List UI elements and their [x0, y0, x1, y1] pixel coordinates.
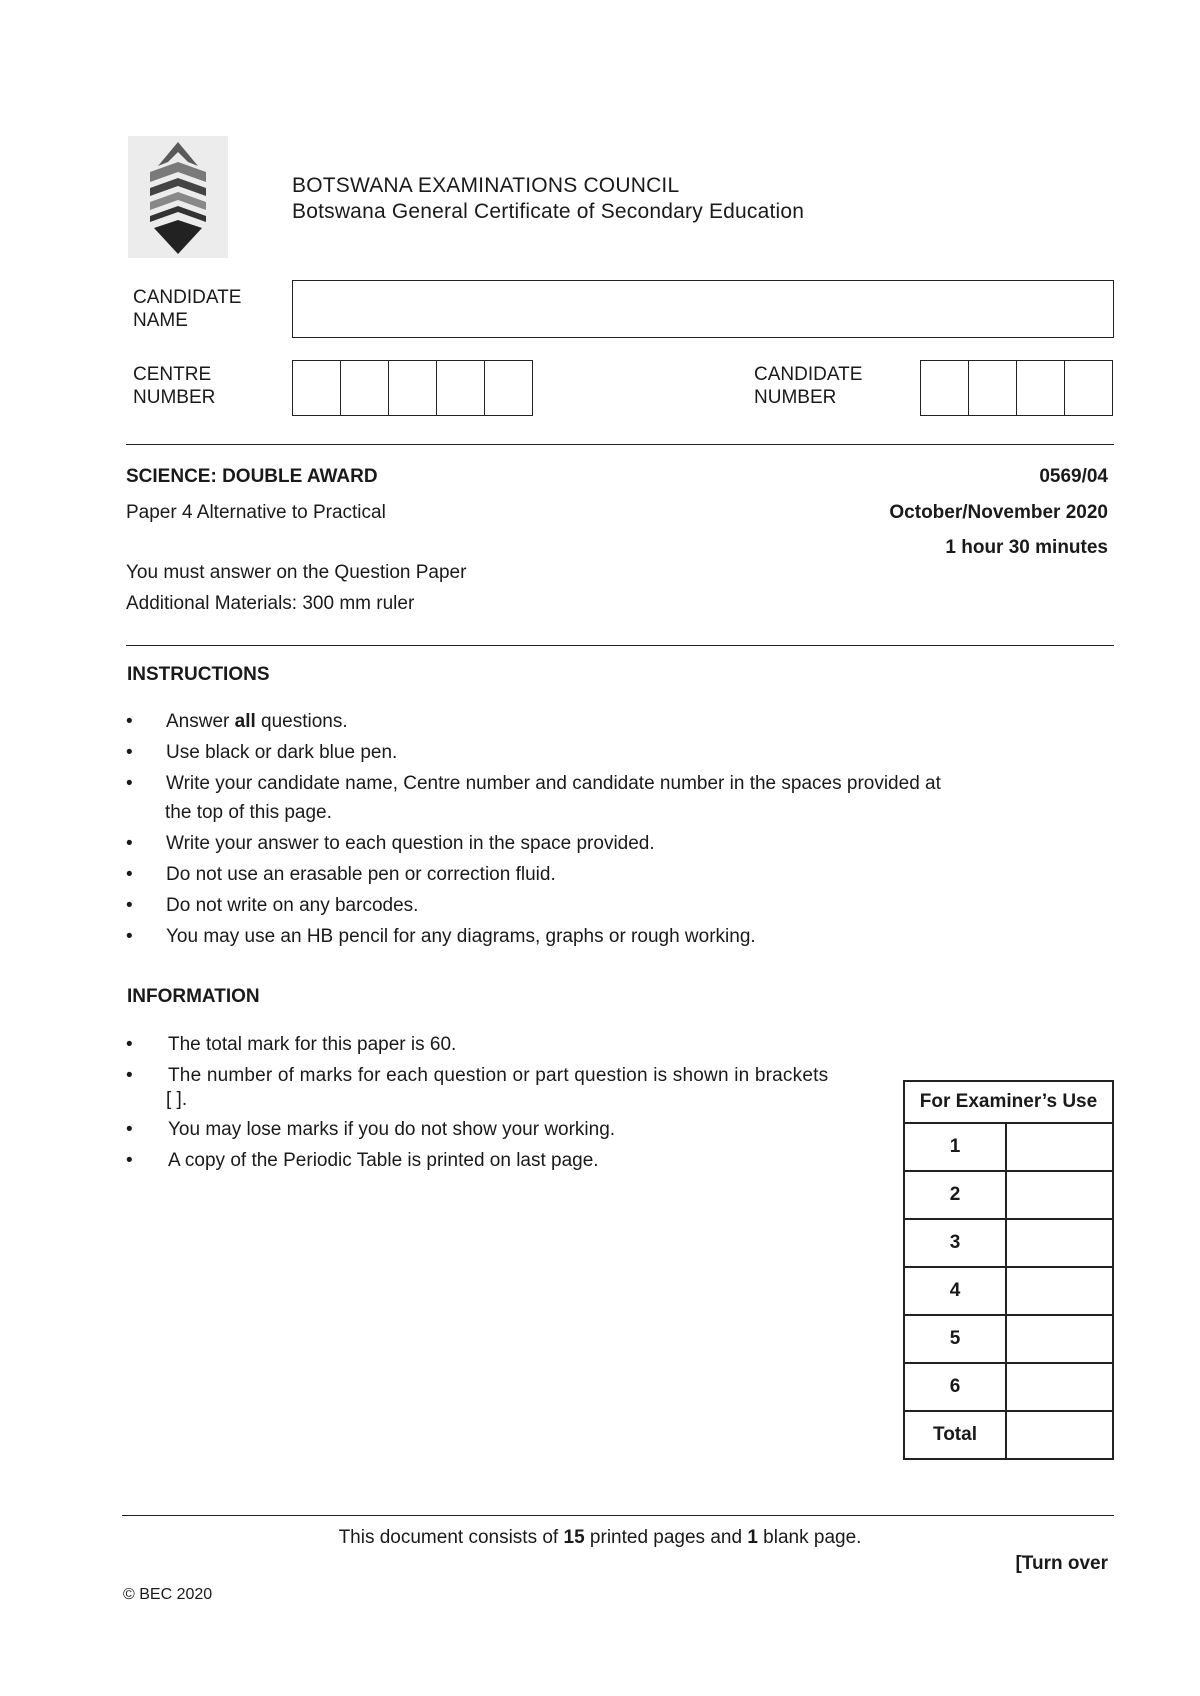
list-item: • The total mark for this paper is 60.	[126, 1034, 457, 1055]
instructions-list	[126, 711, 1026, 957]
page-count-note: This document consists of 15 printed pages and 1 blank page.	[338, 1527, 862, 1548]
question-number: 6	[904, 1363, 1006, 1411]
list-item: • You may use an HB pencil for any diagrams, graphs or rough working.	[126, 926, 756, 947]
information-list	[126, 1034, 886, 1181]
question-number: 3	[904, 1219, 1006, 1267]
exam-duration: 1 hour 30 minutes	[945, 537, 1108, 558]
mark-cell[interactable]	[1006, 1363, 1113, 1411]
information-heading: INFORMATION	[127, 986, 260, 1007]
question-number: 1	[904, 1123, 1006, 1171]
candidate-number-field[interactable]	[920, 360, 1113, 416]
turn-over: [Turn over	[1015, 1553, 1108, 1574]
examiner-table-header: For Examiner’s Use	[904, 1081, 1113, 1123]
table-row	[904, 1123, 1113, 1171]
certificate-name: Botswana General Certificate of Secondary Education	[292, 200, 805, 223]
additional-materials: Additional Materials: 300 mm ruler	[126, 593, 415, 614]
candidate-name-field[interactable]	[292, 280, 1114, 338]
answer-note: You must answer on the Question Paper	[126, 562, 467, 583]
footer-divider	[122, 1515, 1114, 1516]
divider	[126, 444, 1114, 445]
council-name: BOTSWANA EXAMINATIONS COUNCIL	[292, 174, 680, 197]
list-item: • Write your answer to each question in the space provided.	[126, 833, 655, 854]
question-number: 4	[904, 1267, 1006, 1315]
paper-title: Paper 4 Alternative to Practical	[126, 502, 386, 523]
list-item: • Write your candidate name, Centre number and candidate number in the spaces provided at the top of this page.	[126, 773, 941, 823]
exam-session: October/November 2020	[889, 502, 1108, 523]
list-item: • Answer all questions.	[126, 711, 348, 732]
list-item: • Use black or dark blue pen.	[126, 742, 398, 763]
table-row	[904, 1363, 1113, 1411]
copyright: © BEC 2020	[123, 1586, 213, 1603]
candidate-number-label: CANDIDATE NUMBER	[754, 364, 863, 408]
mark-cell[interactable]	[1006, 1267, 1113, 1315]
candidate-number-cell[interactable]	[969, 361, 1017, 415]
question-number: 2	[904, 1171, 1006, 1219]
divider	[126, 645, 1114, 646]
centre-number-field[interactable]	[292, 360, 533, 416]
centre-number-cell[interactable]	[485, 361, 533, 415]
total-label: Total	[904, 1411, 1006, 1459]
question-number: 5	[904, 1315, 1006, 1363]
candidate-number-cell[interactable]	[1065, 361, 1113, 415]
subject-title: SCIENCE: DOUBLE AWARD	[126, 466, 378, 487]
list-item: • Do not write on any barcodes.	[126, 895, 419, 916]
list-item: • Do not use an erasable pen or correction fluid.	[126, 864, 556, 885]
centre-number-cell[interactable]	[341, 361, 389, 415]
centre-number-cell[interactable]	[437, 361, 485, 415]
table-row	[904, 1411, 1113, 1459]
list-item: • A copy of the Periodic Table is printed on last page.	[126, 1150, 599, 1171]
candidate-number-cell[interactable]	[921, 361, 969, 415]
mark-cell[interactable]	[1006, 1219, 1113, 1267]
instructions-heading: INSTRUCTIONS	[127, 664, 270, 685]
candidate-number-cell[interactable]	[1017, 361, 1065, 415]
list-item: • The number of marks for each question or part question is shown in brackets [ ].	[126, 1065, 829, 1110]
centre-number-cell[interactable]	[389, 361, 437, 415]
total-mark-cell[interactable]	[1006, 1411, 1113, 1459]
table-row	[904, 1315, 1113, 1363]
bec-logo	[128, 136, 228, 258]
examiner-use-table	[903, 1080, 1114, 1460]
table-row	[904, 1171, 1113, 1219]
table-row	[904, 1081, 1113, 1123]
candidate-name-label: CANDIDATE NAME	[133, 287, 242, 331]
list-item: • You may lose marks if you do not show your working.	[126, 1119, 616, 1140]
paper-code: 0569/04	[1039, 466, 1108, 487]
table-row	[904, 1267, 1113, 1315]
centre-number-cell[interactable]	[293, 361, 341, 415]
mark-cell[interactable]	[1006, 1315, 1113, 1363]
table-row	[904, 1219, 1113, 1267]
mark-cell[interactable]	[1006, 1171, 1113, 1219]
mark-cell[interactable]	[1006, 1123, 1113, 1171]
centre-number-label: CENTRE NUMBER	[133, 364, 216, 408]
